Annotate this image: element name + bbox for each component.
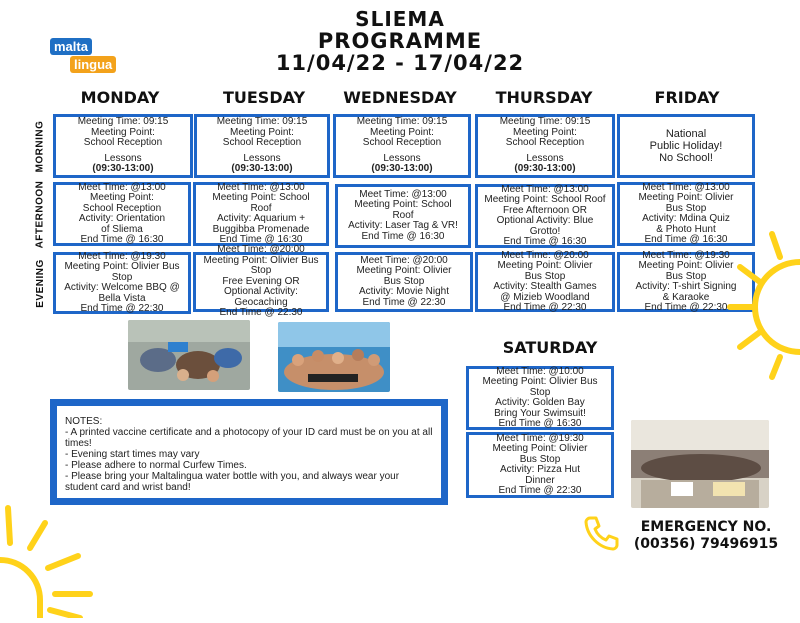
end-time: End Time @ 16:30 [644, 234, 728, 245]
logo-text-lingua: lingua [70, 56, 116, 73]
activity-cont: @ Mizieb Woodland [500, 291, 590, 303]
meet-time: Meet Time: @13:00 [642, 181, 730, 193]
reminder: Bring Your Swimsuit! [494, 407, 586, 419]
meeting-point: Meeting Point: Olivier [638, 192, 734, 203]
meeting-point: Meeting Point: Olivier Bus [203, 254, 319, 266]
meeting-place: School Reception [362, 137, 442, 149]
meeting-place: Stop [250, 265, 272, 277]
row-label-evening [30, 252, 50, 314]
notes-box [50, 399, 448, 505]
end-time: End Time @ 22:30 [219, 307, 303, 319]
activity: Activity: T-shirt Signing [635, 281, 737, 292]
lessons-label: Lessons [243, 152, 281, 164]
day-header-saturday: SATURDAY [502, 338, 598, 357]
end-time: End Time @ 16:30 [80, 234, 164, 245]
day-header-tuesday: TUESDAY [222, 88, 306, 107]
meeting-point: Meeting Point: School Roof [484, 194, 606, 205]
activity: Activity: Aquarium + [216, 213, 306, 224]
day-header-wednesday: WEDNESDAY [343, 88, 457, 107]
meeting-place: Roof [250, 202, 272, 214]
row-label-morning [30, 114, 50, 178]
end-time: End Time @ 22:30 [503, 302, 587, 313]
meeting-time: Meeting Time: 09:15 [356, 116, 448, 128]
group-photo-2 [278, 322, 390, 392]
meeting-place: Roof [392, 209, 414, 221]
row-label-afternoon [30, 182, 50, 246]
meeting-point: Meeting Point: [513, 126, 577, 138]
cell-thursday-morning [475, 114, 615, 178]
activity-cont: & Karaoke [662, 291, 710, 303]
meeting-place: Bus Stop [665, 270, 707, 282]
cell-saturday-day [466, 366, 614, 430]
holiday-line-2: Public Holiday! [649, 140, 723, 152]
note-item: - Evening start times may vary [65, 449, 200, 460]
group-photo-3 [631, 420, 769, 508]
note-item: - Please bring your Maltalingua water bottle with you, and always wear your student card and wrist band! [65, 471, 400, 493]
title-dates: 11/04/22 - 17/04/22 [275, 51, 525, 75]
end-time: End Time @ 16:30 [498, 418, 582, 429]
activity: Activity: Mdina Quiz [642, 213, 730, 224]
end-time: End Time @ 22:30 [498, 485, 582, 496]
free-evening: Free Evening OR [222, 275, 300, 287]
meeting-point: Meeting Point: School [354, 199, 452, 211]
end-time: End Time @ 22:30 [644, 302, 728, 313]
emergency-label: EMERGENCY NO. [640, 519, 772, 535]
free-afternoon: Free Afternoon OR [503, 204, 587, 216]
cell-thursday-afternoon [475, 184, 615, 248]
holiday-line-1: National [665, 128, 707, 140]
activity: Activity: Golden Bay [495, 397, 585, 408]
meeting-place: Bus Stop [665, 202, 707, 214]
emergency-number: (00356) 79496915 [633, 536, 779, 552]
meeting-point: Meeting Point: [90, 192, 154, 203]
meeting-point: Meeting Point: [370, 126, 434, 138]
activity-cont: Grotto! [529, 225, 561, 237]
end-time: End Time @ 22:30 [362, 296, 446, 308]
meeting-point: Meeting Point: [230, 126, 294, 138]
day-header-thursday: THURSDAY [495, 88, 593, 107]
meeting-time: Meeting Time: 09:15 [216, 116, 308, 128]
cell-wednesday-afternoon [335, 184, 471, 248]
row-label-afternoon-text: AFTERNOON [34, 180, 46, 248]
group-photo-1 [128, 320, 250, 390]
cell-wednesday-evening [335, 252, 473, 312]
meeting-place: School Reception [83, 137, 163, 149]
meeting-time: Meeting Time: 09:15 [499, 116, 591, 128]
activity: Activity: Pizza Hut [499, 464, 581, 475]
meet-time: Meet Time: @19:30 [496, 432, 584, 444]
day-header-friday: FRIDAY [654, 88, 720, 107]
end-time: End Time @ 16:30 [219, 234, 303, 245]
activity-cont: Dinner [525, 474, 555, 486]
meet-time: Meet Time: @10:00 [496, 365, 584, 377]
end-time: End Time @ 16:30 [503, 236, 587, 247]
meet-time: Meet Time: @13:00 [501, 183, 589, 195]
cell-tuesday-morning [194, 114, 330, 178]
end-time: End Time @ 16:30 [361, 230, 445, 242]
page-title [250, 8, 550, 74]
activity-cont: & Photo Hunt [656, 223, 716, 235]
lessons-label: Lessons [104, 152, 142, 164]
activity: Activity: Orientation [78, 213, 166, 224]
meet-time: Meet Time: @20:00 [501, 249, 589, 261]
meeting-point: Meeting Point: [91, 126, 155, 138]
meet-time: Meet Time: @20:00 [360, 254, 448, 266]
meeting-point: Meeting Point: Olivier [638, 260, 734, 271]
cell-friday-morning [617, 114, 755, 178]
activity: Activity: Movie Night [358, 286, 450, 298]
note-item: - A printed vaccine certificate and a photocopy of your ID card must be on you at all times! [65, 427, 433, 449]
meeting-place: School Reception [505, 137, 585, 149]
lesson-hours: (09:30-13:00) [371, 163, 433, 175]
activity-cont: Buggibba Promenade [212, 223, 310, 235]
meet-time: Meet Time: @19:30 [642, 249, 730, 261]
lesson-hours: (09:30-13:00) [231, 163, 293, 175]
activity: Activity: Laser Tag & VR! [348, 220, 458, 232]
optional-activity: Optional Activity: Blue [496, 215, 594, 226]
meeting-place: Bus Stop [383, 275, 425, 287]
activity: Activity: Welcome BBQ @ [64, 282, 180, 293]
title-line-2: PROGRAMME [317, 29, 483, 53]
meeting-place: Bus Stop [524, 270, 566, 282]
optional-activity: Optional Activity: Geocaching [224, 286, 298, 308]
activity-cont: of Sliema [101, 223, 143, 235]
day-header-monday: MONDAY [80, 88, 160, 107]
cell-monday-evening [53, 252, 191, 314]
note-item: - Please adhere to normal Curfew Times. [65, 460, 247, 471]
activity-cont: Bella Vista [98, 292, 146, 304]
activity: Activity: Stealth Games [493, 281, 597, 292]
meeting-time: Meeting Time: 09:15 [77, 116, 169, 128]
meeting-point: Meeting Point: Olivier Bus [64, 261, 180, 272]
meet-time: Meet Time: @19:30 [78, 250, 166, 262]
cell-wednesday-morning [333, 114, 471, 178]
meeting-place: Bus Stop [519, 453, 561, 465]
sun-icon [0, 498, 110, 623]
notes-heading: NOTES: [65, 416, 103, 427]
meeting-point: Meeting Point: Olivier [497, 260, 593, 271]
meeting-point: Meeting Point: Olivier [356, 265, 452, 277]
cell-saturday-evening [466, 432, 614, 498]
cell-tuesday-afternoon [193, 182, 329, 246]
row-label-morning-text: MORNING [34, 120, 46, 172]
row-label-evening-text: EVENING [34, 258, 46, 308]
holiday-line-3: No School! [659, 152, 713, 164]
lessons-label: Lessons [383, 152, 421, 164]
meet-time: Meet Time: @13:00 [217, 181, 305, 193]
meeting-place: Stop [111, 271, 133, 283]
cell-tuesday-evening [193, 244, 329, 319]
lesson-hours: (09:30-13:00) [92, 163, 154, 175]
meeting-point: Meeting Point: School [212, 192, 310, 203]
maltalingua-logo [50, 38, 130, 78]
meeting-place: School Reception [222, 137, 302, 149]
meet-time: Meet Time: @20:00 [217, 244, 305, 256]
cell-monday-afternoon [53, 182, 191, 246]
lessons-label: Lessons [526, 152, 564, 164]
meeting-point: Meeting Point: Olivier Bus Stop [482, 376, 598, 398]
emergency-contact [626, 519, 786, 553]
meeting-point: Meeting Point: Olivier [492, 443, 588, 454]
meeting-place: School Reception [82, 202, 162, 214]
meet-time: Meet Time: @13:00 [359, 188, 447, 200]
end-time: End Time @ 22:30 [80, 303, 164, 314]
logo-text-malta: malta [50, 38, 92, 55]
lesson-hours: (09:30-13:00) [514, 163, 576, 175]
cell-thursday-evening [475, 249, 615, 313]
title-line-1: SLIEMA [355, 7, 445, 31]
phone-icon [582, 514, 620, 557]
cell-monday-morning [53, 114, 193, 178]
sun-icon [700, 222, 800, 387]
meet-time: Meet Time: @13:00 [78, 181, 166, 193]
